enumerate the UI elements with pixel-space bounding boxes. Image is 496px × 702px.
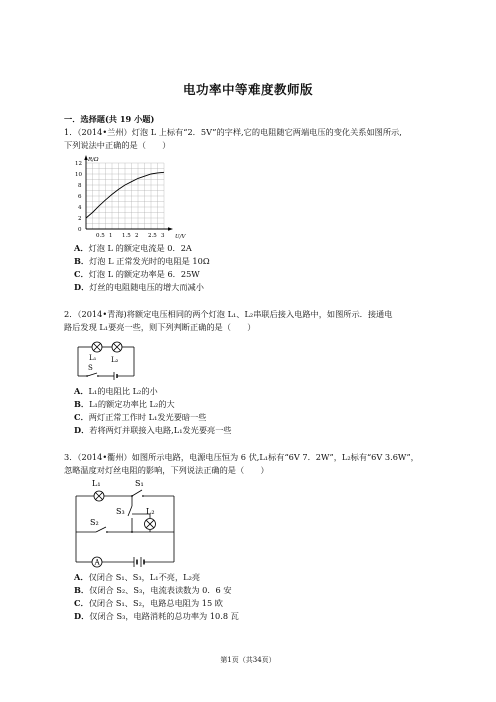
lamp-l1-icon	[92, 342, 102, 352]
y-tick-label: 4	[78, 205, 82, 211]
q2-option-d[interactable]: D．若将两灯并联接入电路,L₁发光要亮一些	[74, 425, 232, 435]
q3-stem-line1: 3．（2014•衢州）如图所示电路，电源电压恒为 6 伏,L₁标有“6V 7．2W”，L₂标有“6V 3.6W”，	[64, 452, 419, 462]
q1-resistance-voltage-chart	[74, 152, 184, 240]
q1-stem-line2: 下列说法中正确的是（ ）	[64, 140, 171, 150]
label-l1: L₁	[92, 479, 101, 488]
y-tick-label: 8	[78, 183, 82, 189]
section-heading: 一．选择题(共 19 小题)	[64, 114, 155, 124]
q2-option-c[interactable]: C．两灯正常工作时 L₁发光要暗一些	[74, 412, 207, 422]
q3-stem-line2: 忽略温度对灯丝电阻的影响，下列说法正确的是（ ）	[64, 465, 269, 475]
x-tick-label: 3	[161, 233, 165, 239]
label-l2: L₂	[111, 356, 119, 364]
y-tick-label: 12	[75, 161, 82, 167]
label-l2: L₂	[146, 507, 155, 516]
label-s1: S₁	[135, 479, 144, 488]
y-tick-label: 10	[75, 172, 82, 178]
x-axis-arrow	[168, 227, 173, 230]
q3-option-d[interactable]: D．仅闭合 S₃，电路消耗的总功率为 10.8 瓦	[74, 611, 239, 621]
q2-stem-line1: 2．（2014•青海)将额定电压相同的两个灯泡 L₁、L₂串联后接入电路中，如图所示．接通电	[64, 309, 393, 319]
q1-stem-line1: 1．（2014•兰州）灯泡 L 上标有“2．5V”的字样,它的电阻随它两端电压的变化关系如图所示,	[64, 127, 402, 137]
page-title: 电功率中等难度教师版	[182, 82, 313, 97]
lamp-l1-icon	[94, 491, 104, 501]
x-tick-label: 2.5	[148, 233, 157, 239]
x-tick-label: 2	[135, 233, 139, 239]
page-footer: 第1页（共34页）	[220, 656, 276, 664]
chart-grid	[86, 163, 164, 229]
x-tick-label: 1	[109, 233, 113, 239]
q1-option-a[interactable]: A．灯泡 L 的额定电流是 0．2A	[74, 243, 192, 253]
q3-option-c[interactable]: C．仅闭合 S₁、S₂，电路总电阻为 15 欧	[74, 598, 223, 608]
q2-stem-line2: 路后发现 L₁要亮一些，则下列判断正确的是（ ）	[64, 322, 256, 332]
label-l1: L₁	[89, 354, 97, 362]
svg-text:A: A	[94, 558, 100, 567]
lamp-l2-icon	[145, 519, 156, 530]
q3-option-b[interactable]: B．仅闭合 S₂、S₃，电流表读数为 0．6 安	[74, 585, 232, 595]
y-tick-label: 2	[78, 216, 82, 222]
q1-option-d[interactable]: D．灯丝的电阻随电压的增大而减小	[74, 282, 204, 292]
q3-circuit-diagram	[74, 476, 182, 570]
lamp-l2-icon	[112, 342, 122, 352]
q1-option-c[interactable]: C．灯泡 L 的额定功率是 6．25W	[74, 269, 200, 279]
y-axis-label: R/Ω	[88, 157, 99, 163]
q2-series-circuit-diagram	[74, 338, 140, 384]
x-axis-label: U/V	[175, 234, 186, 240]
label-s: S	[88, 364, 93, 372]
label-s3: S₃	[116, 507, 125, 516]
y-tick-label: 6	[78, 194, 82, 200]
ammeter-icon	[92, 557, 102, 567]
q3-option-a[interactable]: A．仅闭合 S₁、S₃，L₁不亮，L₂亮	[74, 572, 201, 582]
x-tick-label: 1.5	[122, 233, 131, 239]
q2-option-b[interactable]: B．L₁的额定功率比 L₂的大	[74, 399, 175, 409]
label-s2: S₂	[90, 518, 99, 527]
x-tick-label: 0.5	[96, 233, 105, 239]
y-tick-label: 0	[78, 227, 82, 233]
q2-option-a[interactable]: A．L₁的电阻比 L₂的小	[74, 386, 158, 396]
q1-option-b[interactable]: B．灯泡 L 正常发光时的电阻是 10Ω	[74, 256, 210, 266]
